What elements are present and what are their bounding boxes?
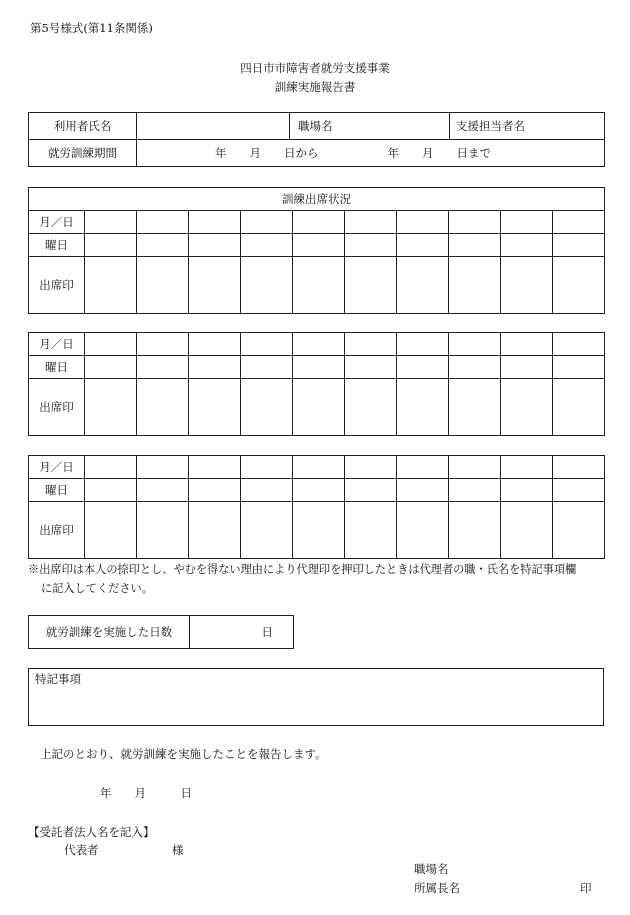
attendance-table-2 [28, 332, 605, 436]
date-cell[interactable] [189, 456, 241, 479]
weekday-cell[interactable] [501, 356, 553, 379]
row-label-date: 月／日 [29, 456, 85, 479]
stamp-cell[interactable] [137, 502, 189, 559]
date-cell[interactable] [501, 456, 553, 479]
stamp-cell[interactable] [449, 379, 501, 436]
header-table [28, 112, 605, 167]
weekday-cell[interactable] [501, 479, 553, 502]
row-label-stamp: 出席印 [29, 502, 85, 559]
stamp-cell[interactable] [553, 257, 605, 314]
stamp-cell[interactable] [397, 502, 449, 559]
weekday-cell[interactable] [241, 356, 293, 379]
weekday-cell[interactable] [449, 234, 501, 257]
stamp-cell[interactable] [189, 379, 241, 436]
date-cell[interactable] [189, 211, 241, 234]
weekday-cell[interactable] [293, 234, 345, 257]
date-cell[interactable] [501, 333, 553, 356]
date-cell[interactable] [85, 211, 137, 234]
stamp-cell[interactable] [501, 257, 553, 314]
date-cell[interactable] [241, 456, 293, 479]
date-cell[interactable] [241, 333, 293, 356]
note-line2: に記入してください。 [41, 582, 153, 595]
weekday-cell[interactable] [345, 479, 397, 502]
date-cell[interactable] [85, 456, 137, 479]
stamp-cell[interactable] [449, 257, 501, 314]
attendance-table-3 [28, 455, 605, 559]
days-unit: 日 [261, 625, 273, 639]
date-cell[interactable] [449, 211, 501, 234]
title-line1: 四日市市障害者就労支援事業 [240, 61, 390, 75]
stamp-cell[interactable] [241, 502, 293, 559]
days-field[interactable] [190, 616, 294, 649]
date-cell[interactable] [449, 333, 501, 356]
sama-label: 様 [172, 843, 184, 857]
weekday-cell[interactable] [241, 234, 293, 257]
weekday-cell[interactable] [449, 479, 501, 502]
stamp-cell[interactable] [137, 379, 189, 436]
date-cell[interactable] [293, 211, 345, 234]
remarks-label: 特記事項 [35, 672, 81, 686]
weekday-cell[interactable] [85, 479, 137, 502]
weekday-cell[interactable] [553, 479, 605, 502]
weekday-cell[interactable] [189, 234, 241, 257]
weekday-cell[interactable] [397, 234, 449, 257]
date-cell[interactable] [501, 211, 553, 234]
weekday-cell[interactable] [293, 356, 345, 379]
workplace-label: 職場名 [290, 113, 450, 140]
date-cell[interactable] [397, 333, 449, 356]
stamp-cell[interactable] [501, 379, 553, 436]
stamp-cell[interactable] [501, 502, 553, 559]
date-cell[interactable] [137, 211, 189, 234]
weekday-cell[interactable] [553, 234, 605, 257]
manager-label: 所属長名 [414, 881, 460, 895]
days-label: 就労訓練を実施した日数 [29, 616, 190, 649]
row-label-weekday: 曜日 [29, 356, 85, 379]
stamp-cell[interactable] [293, 379, 345, 436]
title-line2: 訓練実施報告書 [274, 80, 356, 94]
stamp-cell[interactable] [293, 502, 345, 559]
weekday-cell[interactable] [85, 356, 137, 379]
date-cell[interactable] [85, 333, 137, 356]
date-cell[interactable] [397, 211, 449, 234]
date-cell[interactable] [345, 211, 397, 234]
date-cell[interactable] [397, 456, 449, 479]
weekday-cell[interactable] [293, 479, 345, 502]
days-table [28, 615, 294, 649]
weekday-cell[interactable] [553, 356, 605, 379]
stamp-cell[interactable] [553, 379, 605, 436]
attendance-table-1 [28, 187, 605, 314]
contractor-label: 【受託者法人名を記入】 [28, 825, 155, 839]
representative-label: 代表者 [64, 843, 99, 857]
row-label-stamp: 出席印 [29, 257, 85, 314]
weekday-cell[interactable] [137, 356, 189, 379]
date-cell[interactable] [293, 456, 345, 479]
date-cell[interactable] [449, 456, 501, 479]
form-number: 第5号様式(第11条関係) [30, 21, 153, 35]
date-cell[interactable] [553, 333, 605, 356]
weekday-cell[interactable] [189, 356, 241, 379]
weekday-cell[interactable] [397, 356, 449, 379]
date-cell[interactable] [137, 333, 189, 356]
stamp-cell[interactable] [345, 257, 397, 314]
stamp-cell[interactable] [189, 257, 241, 314]
weekday-cell[interactable] [189, 479, 241, 502]
stamp-cell[interactable] [553, 502, 605, 559]
weekday-cell[interactable] [137, 234, 189, 257]
weekday-cell[interactable] [345, 234, 397, 257]
stamp-cell[interactable] [241, 257, 293, 314]
row-label-date: 月／日 [29, 333, 85, 356]
date-cell[interactable] [345, 333, 397, 356]
stamp-cell[interactable] [189, 502, 241, 559]
report-statement: 上記のとおり、就労訓練を実施したことを報告します。 [40, 747, 327, 761]
date-cell[interactable] [553, 456, 605, 479]
user-name-field[interactable] [137, 113, 290, 140]
weekday-cell[interactable] [449, 356, 501, 379]
user-name-label: 利用者氏名 [29, 113, 137, 140]
row-label-weekday: 曜日 [29, 234, 85, 257]
period-field[interactable] [137, 140, 605, 167]
date-cell[interactable] [553, 211, 605, 234]
stamp-cell[interactable] [345, 502, 397, 559]
date-line: 年 月 日 [100, 786, 192, 800]
stamp-cell[interactable] [293, 257, 345, 314]
weekday-cell[interactable] [85, 234, 137, 257]
date-cell[interactable] [137, 456, 189, 479]
stamp-cell[interactable] [85, 502, 137, 559]
date-cell[interactable] [241, 211, 293, 234]
seal-mark: 印 [580, 881, 592, 895]
date-cell[interactable] [345, 456, 397, 479]
stamp-cell[interactable] [345, 379, 397, 436]
weekday-cell[interactable] [501, 234, 553, 257]
stamp-cell[interactable] [85, 379, 137, 436]
attendance-title: 訓練出席状況 [29, 188, 605, 211]
stamp-cell[interactable] [85, 257, 137, 314]
weekday-cell[interactable] [137, 479, 189, 502]
stamp-cell[interactable] [137, 257, 189, 314]
stamp-cell[interactable] [397, 379, 449, 436]
weekday-cell[interactable] [397, 479, 449, 502]
row-label-date: 月／日 [29, 211, 85, 234]
weekday-cell[interactable] [241, 479, 293, 502]
period-text: 年 月 日から 年 月 日まで [215, 146, 491, 160]
support-person-label: 支援担当者名 [450, 113, 605, 140]
stamp-cell[interactable] [449, 502, 501, 559]
period-label: 就労訓練期間 [29, 140, 137, 167]
remarks-box[interactable] [28, 668, 604, 726]
row-label-stamp: 出席印 [29, 379, 85, 436]
workplace-name-label: 職場名 [414, 862, 449, 876]
note-line1: ※出席印は本人の捺印とし、やむを得ない理由により代理印を押印したときは代理者の職・氏名を特記事項欄 [28, 563, 577, 576]
stamp-cell[interactable] [241, 379, 293, 436]
date-cell[interactable] [189, 333, 241, 356]
date-cell[interactable] [293, 333, 345, 356]
stamp-cell[interactable] [397, 257, 449, 314]
row-label-weekday: 曜日 [29, 479, 85, 502]
weekday-cell[interactable] [345, 356, 397, 379]
